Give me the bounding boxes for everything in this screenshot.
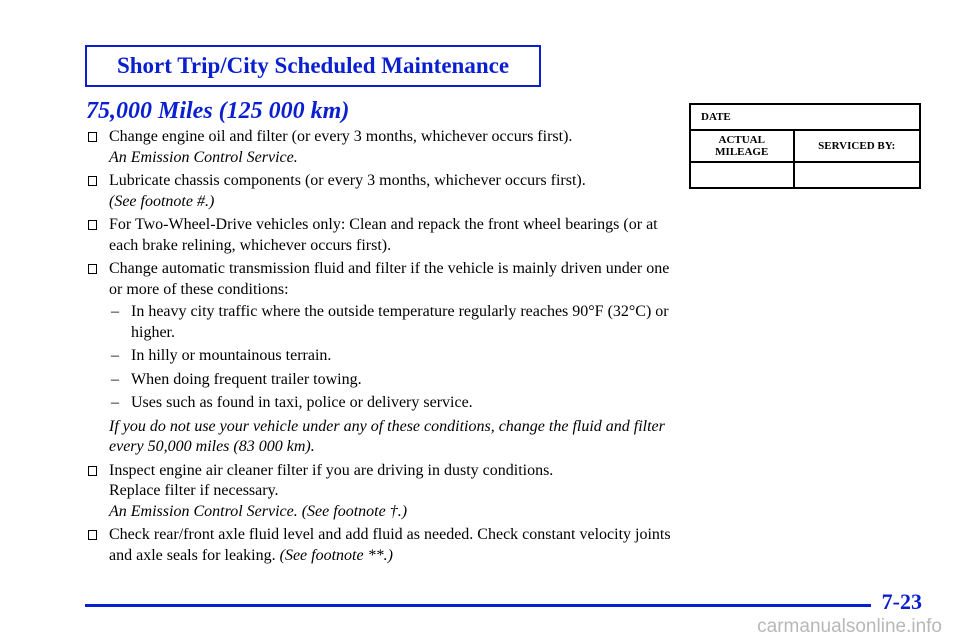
mileage-label-line: MILEAGE bbox=[715, 146, 769, 158]
item-text: Change automatic transmission fluid and filter if the vehicle is mainly driven under one or more of these conditions: bbox=[109, 260, 670, 298]
maintenance-items bbox=[86, 127, 676, 569]
checkbox-icon bbox=[88, 466, 97, 476]
item-note: (See footnote **.) bbox=[279, 546, 393, 564]
checkbox-icon bbox=[88, 176, 97, 186]
checkbox-icon bbox=[88, 220, 97, 230]
item-text: For Two-Wheel-Drive vehicles only: Clean and repack the front wheel bearings (or at each brake relining, whichever occurs first). bbox=[109, 216, 658, 254]
dash-bullet-icon: – bbox=[111, 394, 119, 411]
date-header-cell: DATE bbox=[690, 104, 920, 130]
section-title: 75,000 Miles (125 000 km) bbox=[86, 98, 350, 124]
item-note: If you do not use your vehicle under any of these conditions, change the fluid and filter every 50,000 miles (83 000 km). bbox=[109, 417, 665, 455]
maintenance-item bbox=[86, 215, 676, 256]
service-log-table bbox=[689, 103, 921, 189]
maintenance-item bbox=[86, 259, 676, 458]
page-number: 7-23 bbox=[881, 589, 922, 614]
item-note: An Emission Control Service. bbox=[109, 148, 298, 166]
maintenance-item bbox=[86, 525, 676, 566]
dash-bullet-icon: – bbox=[111, 303, 119, 320]
condition-text: In heavy city traffic where the outside temperature regularly reaches 90°F (32°C) or higher. bbox=[131, 303, 669, 341]
condition-text: In hilly or mountainous terrain. bbox=[131, 347, 332, 364]
condition-item bbox=[109, 393, 676, 414]
checkbox-icon bbox=[88, 264, 97, 274]
header-title-box bbox=[85, 45, 541, 87]
condition-item bbox=[109, 346, 676, 367]
watermark: carmanualsonline.info bbox=[757, 616, 942, 637]
item-note: An Emission Control Service. (See footnote †.) bbox=[109, 502, 408, 520]
item-text: Change engine oil and filter (or every 3 months, whichever occurs first). bbox=[109, 128, 573, 145]
maintenance-item bbox=[86, 171, 676, 212]
condition-item bbox=[109, 370, 676, 391]
footer-rule bbox=[85, 604, 871, 607]
condition-text: When doing frequent trailer towing. bbox=[131, 370, 362, 388]
dash-bullet-icon: – bbox=[111, 370, 119, 388]
condition-item bbox=[109, 302, 676, 343]
condition-text: Uses such as found in taxi, police or delivery service. bbox=[131, 394, 473, 411]
checkbox-icon bbox=[88, 132, 97, 142]
mileage-entry-cell bbox=[690, 162, 794, 188]
item-note: (See footnote #.) bbox=[109, 192, 215, 210]
mileage-label-line: ACTUAL bbox=[718, 134, 765, 146]
serviced-by-header-cell: SERVICED BY: bbox=[794, 130, 921, 162]
item-text: Lubricate chassis components (or every 3 months, whichever occurs first). bbox=[109, 172, 586, 189]
maintenance-item bbox=[86, 127, 676, 168]
item-text-line: Inspect engine air cleaner filter if you are driving in dusty conditions. bbox=[109, 461, 554, 479]
dash-bullet-icon: – bbox=[111, 347, 119, 364]
page-header-title: Short Trip/City Scheduled Maintenance bbox=[116, 53, 510, 78]
maintenance-item bbox=[86, 461, 676, 523]
item-text-line: Replace filter if necessary. bbox=[109, 482, 279, 499]
actual-mileage-header-cell bbox=[690, 130, 794, 162]
serviced-by-entry-cell bbox=[794, 162, 921, 188]
item-text: Check rear/front axle fluid level and add fluid as needed. Check constant velocity joints and axle seals for leaking. bbox=[109, 526, 671, 564]
checkbox-icon bbox=[88, 530, 97, 540]
